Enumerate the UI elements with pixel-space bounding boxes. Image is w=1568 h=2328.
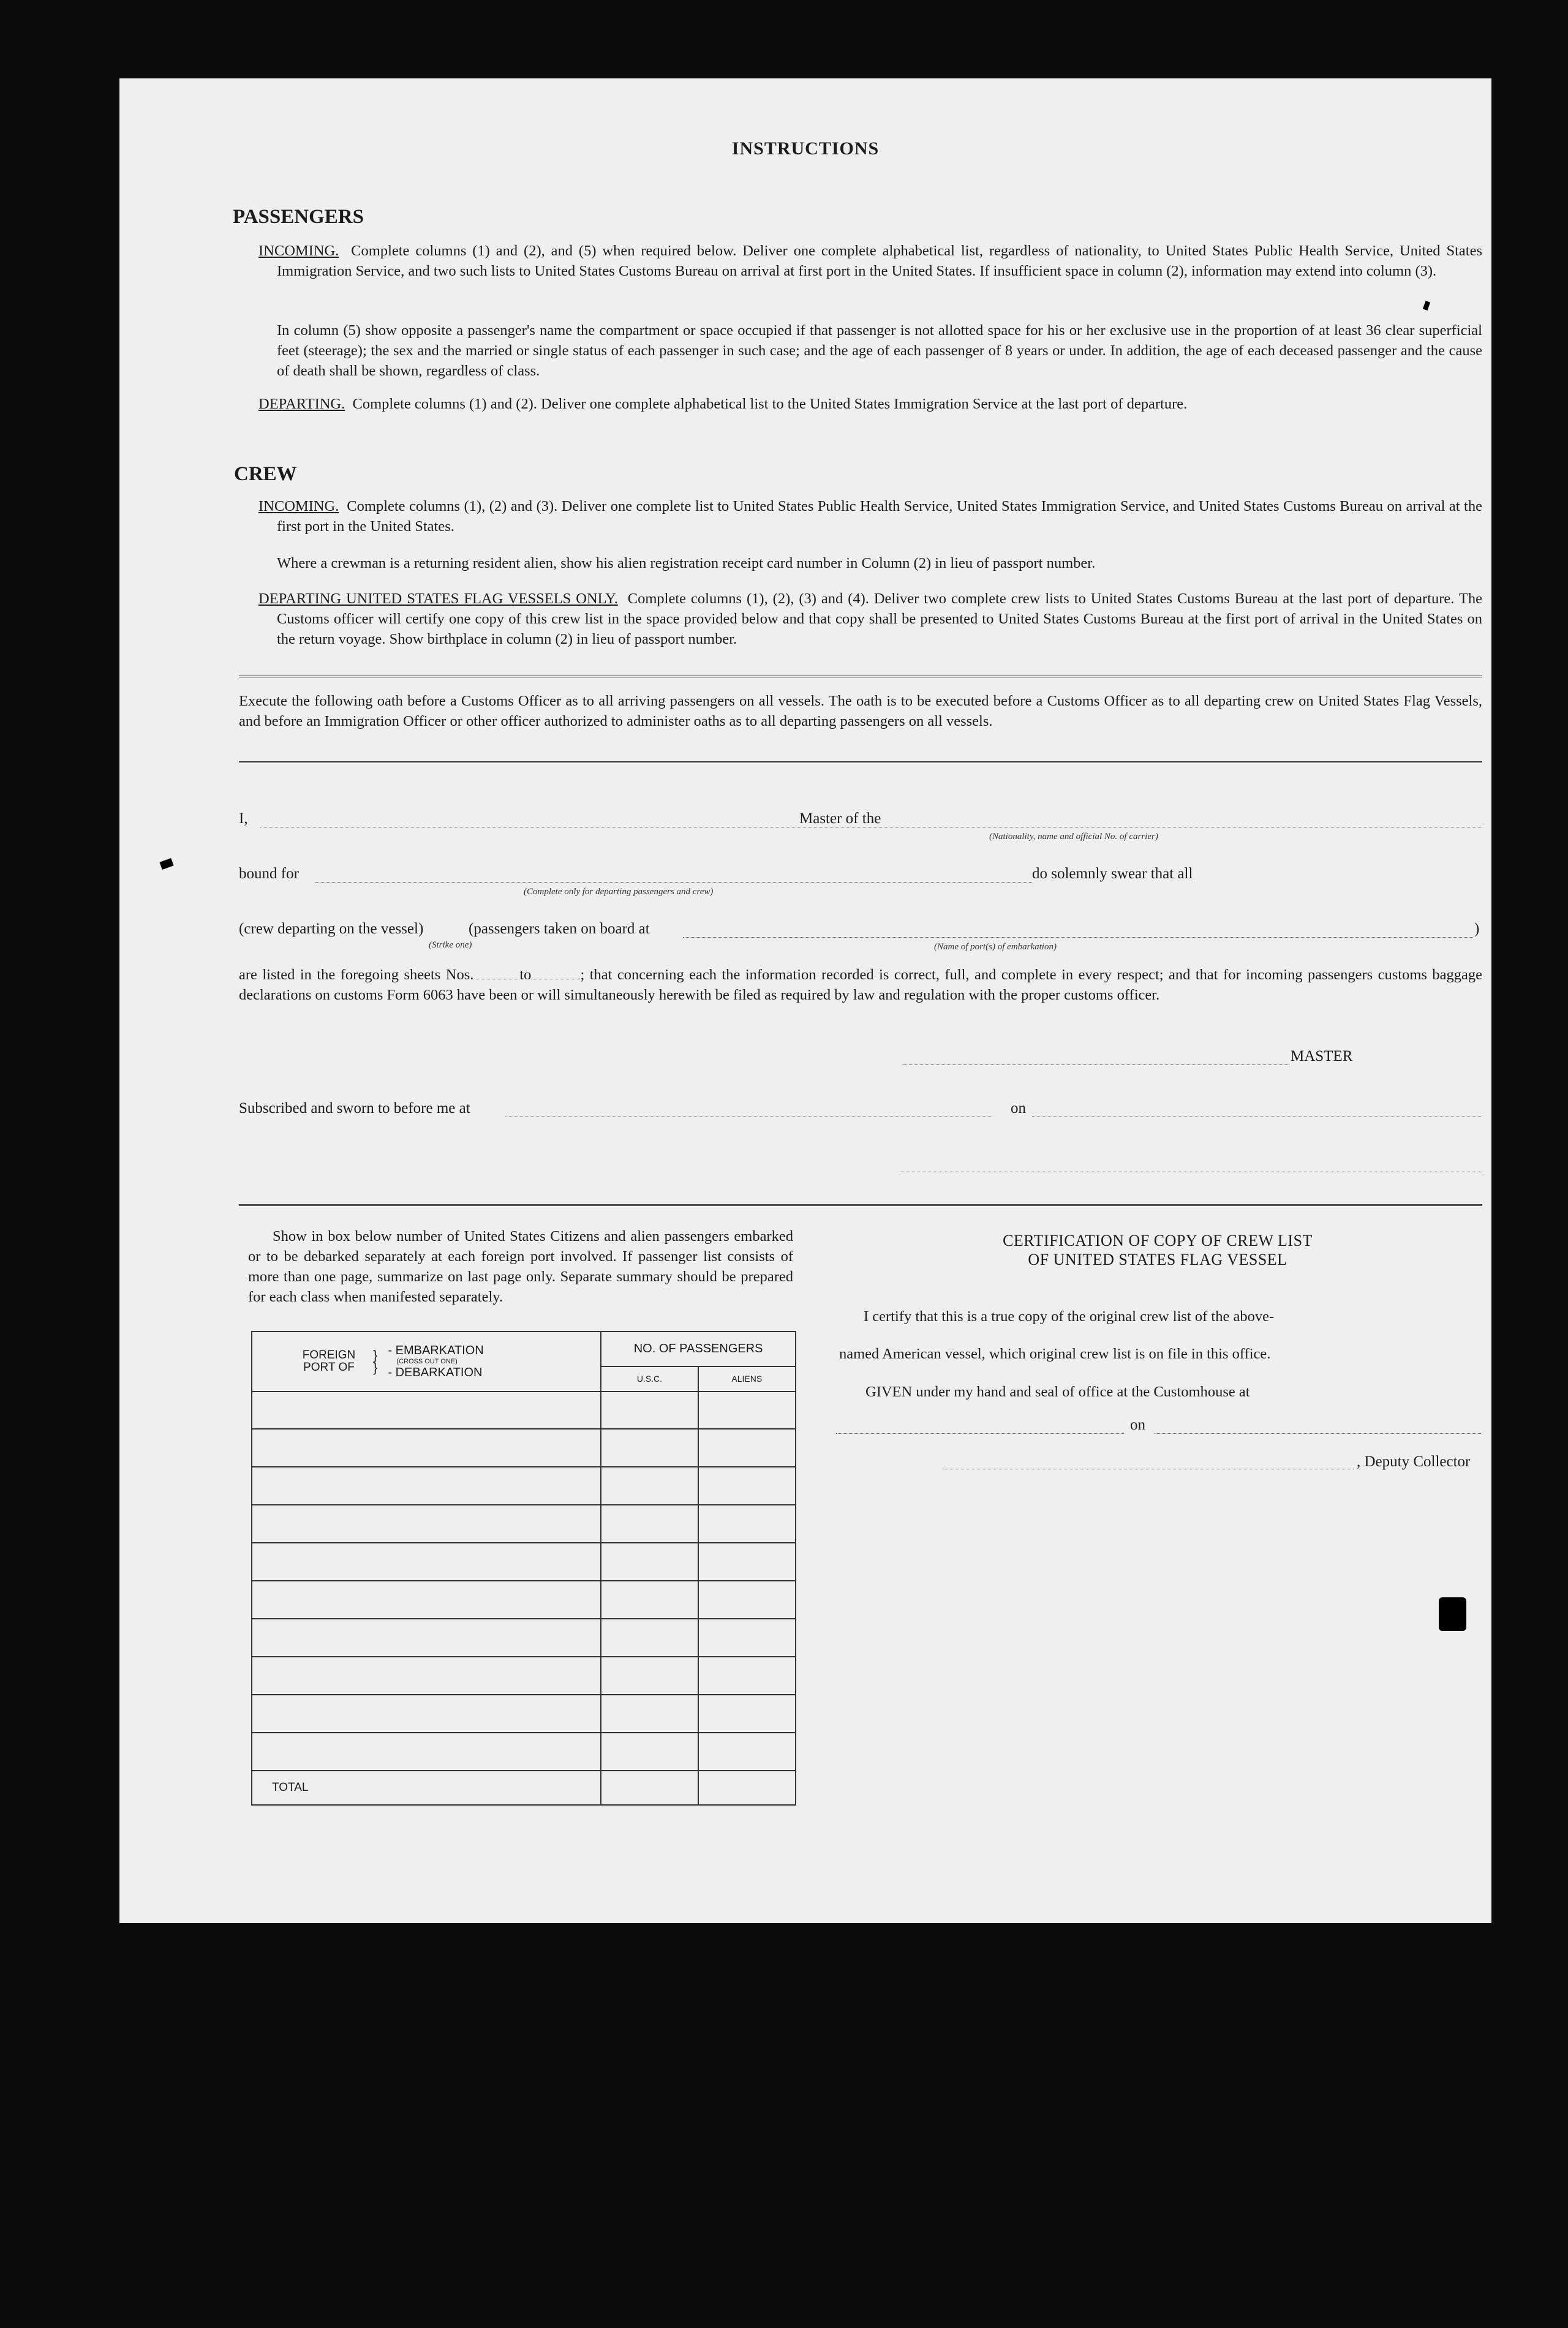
aliens-cell[interactable]	[698, 1733, 796, 1771]
aliens-cell[interactable]	[698, 1467, 796, 1505]
crew-incoming-label: INCOMING.	[258, 498, 339, 514]
passengers-incoming-label: INCOMING.	[258, 243, 339, 259]
total-label: TOTAL	[252, 1771, 601, 1805]
certification-line3: GIVEN under my hand and seal of office at the Customhouse at	[865, 1384, 1250, 1400]
port-cell[interactable]	[252, 1543, 601, 1581]
master-label: MASTER	[1291, 1048, 1353, 1064]
passengers-incoming-paragraph	[258, 241, 1482, 281]
passengers-departing-label: DEPARTING.	[258, 396, 345, 412]
usc-cell[interactable]	[601, 1429, 698, 1467]
aliens-cell[interactable]	[698, 1429, 796, 1467]
crew-incoming-paragraph	[258, 496, 1482, 537]
master-signature-line[interactable]	[903, 1064, 1289, 1065]
usc-cell[interactable]	[601, 1543, 698, 1581]
customhouse-line[interactable]	[836, 1433, 1124, 1434]
usc-cell[interactable]	[601, 1467, 698, 1505]
port-cell[interactable]	[252, 1733, 601, 1771]
passenger-summary-table	[251, 1331, 796, 1806]
passengers-heading: PASSENGERS	[233, 206, 364, 228]
port-cell[interactable]	[252, 1392, 601, 1430]
aliens-cell[interactable]	[698, 1392, 796, 1430]
embarkation-label: - EMBARKATION	[388, 1343, 484, 1357]
to-label: to	[519, 966, 532, 983]
summary-instructions: Show in box below number of United States Citizens and alien passengers embarked or to be debarked separately at each foreign port involved. If passenger list consists of more than one page, summarize on last page only. Separate summary should be prepared for each class when manifested separately.	[248, 1228, 793, 1305]
certification-date-line[interactable]	[1155, 1433, 1482, 1434]
aliens-cell[interactable]	[698, 1657, 796, 1695]
oath-instructions: Execute the following oath before a Customs Officer as to all arriving passengers on all vessels. The oath is to be executed before a Customs Officer as to all departing crew on United States Flag Vessels, and before an Immigration Officer or other officer authorized to administer oaths as to all departing passengers on all vessels.	[239, 693, 1482, 729]
page-title: INSTRUCTIONS	[731, 138, 880, 159]
usc-cell[interactable]	[601, 1695, 698, 1733]
section-divider	[239, 676, 1482, 679]
section-divider	[239, 761, 1482, 765]
usc-cell[interactable]	[601, 1392, 698, 1430]
strike-one-note: (Strike one)	[429, 940, 472, 950]
port-cell[interactable]	[252, 1581, 601, 1619]
passengers-header: NO. OF PASSENGERS	[601, 1332, 796, 1366]
certification-on-label: on	[1130, 1417, 1145, 1433]
passengers-incoming-text: Complete columns (1) and (2), and (5) when required below. Deliver one complete alphabetical list, regardless of nationality, to United States Public Health Service, United States Immigration Service, and two such lists to United States Customs Bureau on arrival at first port in the United States. If insufficient space in column (2), information may extend into column (3).	[277, 243, 1482, 279]
passengers-departing-text: Complete columns (1) and (2). Deliver one complete alphabetical list to the United States Immigration Service at the last port of departure.	[352, 396, 1188, 412]
listed-text: ; that concerning each the information recorded is correct, full, and complete in every respect; and that for incoming passengers customs baggage declarations on customs Form 6063 have been or will simultaneously herewith be filed as required by law and regulation with the proper customs officer.	[239, 966, 1483, 1003]
aliens-cell[interactable]	[698, 1543, 796, 1581]
close-paren: )	[1474, 921, 1480, 937]
deputy-collector-label: , Deputy Collector	[1357, 1453, 1471, 1470]
crew-departing-text: Complete columns (1), (2), (3) and (4). Deliver two complete crew lists to United States Customs Bureau at the last port of departure. The Customs officer will certify one copy of this crew list in the space provided below and that copy shall be presented to United States Customs Bureau at the first port of arrival in the United States on the return voyage. Show birthplace in column (2) in lieu of passport number.	[277, 590, 1482, 647]
certification-heading-line1: CERTIFICATION OF COPY OF CREW LIST	[1003, 1232, 1313, 1249]
port-cell[interactable]	[252, 1429, 601, 1467]
subscribed-on-label: on	[1011, 1100, 1026, 1117]
foreign-port-header	[252, 1332, 601, 1392]
crew-resident-paragraph: Where a crewman is a returning resident alien, show his alien registration receipt card number in Column (2) in lieu of passport number.	[277, 555, 1096, 571]
aliens-cell[interactable]	[698, 1505, 796, 1543]
certification-heading-line2: OF UNITED STATES FLAG VESSEL	[1028, 1251, 1287, 1268]
embark-debark-labels	[388, 1345, 483, 1378]
usc-cell[interactable]	[601, 1619, 698, 1657]
crew-heading: CREW	[234, 463, 297, 485]
port-note: (Name of port(s) of embarkation)	[934, 942, 1057, 952]
usc-cell[interactable]	[601, 1657, 698, 1695]
foreign-port-label: FOREIGN PORT OF	[302, 1348, 356, 1374]
usc-header: U.S.C.	[601, 1366, 698, 1392]
aliens-cell[interactable]	[698, 1619, 796, 1657]
port-cell[interactable]	[252, 1657, 601, 1695]
total-aliens-cell[interactable]	[698, 1771, 796, 1805]
passengers-column5-paragraph: In column (5) show opposite a passenger's name the compartment or space occupied if that passenger is not allotted space for his or her exclusive use in the proportion of at least 36 clear superficial feet (steerage); the sex and the married or single status of each passenger in such case; and the age of each passenger of 8 years or under. In addition, the age of each deceased passenger and the cause of death shall be shown, regardless of class.	[277, 322, 1482, 379]
usc-cell[interactable]	[601, 1581, 698, 1619]
crew-incoming-text: Complete columns (1), (2) and (3). Deliver one complete list to United States Public Health Service, United States Immigration Service, and United States Customs Bureau on arrival at the first port in the United States.	[277, 498, 1482, 535]
port-cell[interactable]	[252, 1619, 601, 1657]
port-cell[interactable]	[252, 1695, 601, 1733]
master-of-the-label: Master of the	[799, 810, 881, 827]
listed-prefix: are listed in the foregoing sheets Nos.	[239, 966, 474, 983]
section-divider	[239, 1204, 1482, 1208]
document-page	[119, 78, 1491, 1923]
aliens-header: ALIENS	[698, 1366, 796, 1392]
carrier-note: (Nationality, name and official No. of carrier)	[989, 832, 1158, 842]
debarkation-label: - DEBARKATION	[388, 1365, 483, 1379]
bound-for-line[interactable]	[315, 882, 1032, 883]
cross-out-note: (CROSS OUT ONE)	[396, 1357, 458, 1365]
aliens-cell[interactable]	[698, 1695, 796, 1733]
bound-for-label: bound for	[239, 865, 299, 882]
certification-heading	[830, 1231, 1485, 1269]
total-usc-cell[interactable]	[601, 1771, 698, 1805]
usc-cell[interactable]	[601, 1505, 698, 1543]
listed-paragraph	[239, 965, 1482, 1005]
crew-departing-paragraph	[258, 589, 1482, 649]
port-cell[interactable]	[252, 1467, 601, 1505]
oath-i-label: I,	[239, 810, 248, 827]
brace-icon: } }	[373, 1347, 378, 1375]
embarkation-port-line[interactable]	[683, 937, 1473, 938]
certification-line1: I certify that this is a true copy of the original crew list of the above-	[864, 1308, 1275, 1325]
aliens-cell[interactable]	[698, 1581, 796, 1619]
scan-mark	[1439, 1597, 1466, 1631]
swear-label: do solemnly swear that all	[1032, 865, 1193, 882]
bound-for-note: (Complete only for departing passengers and crew)	[524, 887, 714, 897]
usc-cell[interactable]	[601, 1733, 698, 1771]
crew-departing-option: (crew departing on the vessel)	[239, 921, 424, 937]
crew-departing-label: DEPARTING UNITED STATES FLAG VESSELS ONLY.	[258, 590, 618, 607]
certification-line2: named American vessel, which original crew list is on file in this office.	[839, 1346, 1271, 1362]
subscribed-label: Subscribed and sworn to before me at	[239, 1100, 470, 1117]
port-cell[interactable]	[252, 1505, 601, 1543]
passengers-departing-paragraph	[258, 394, 1482, 414]
passengers-taken-option: (passengers taken on board at	[469, 921, 650, 937]
